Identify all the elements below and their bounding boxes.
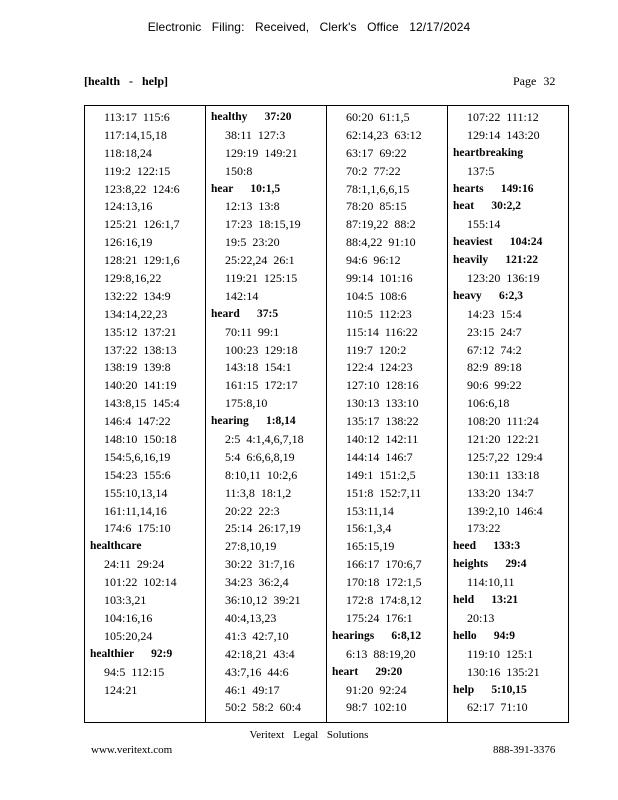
index-reference: 38:11 127:3 [225,127,286,142]
index-reference: 170:18 172:1,5 [346,575,422,590]
index-reference: 90:6 99:22 [467,378,522,393]
index-reference: 110:5 112:23 [346,306,412,321]
index-column-3 [327,106,448,722]
index-reference: 154:23 155:6 [104,467,171,482]
index-term: hearts 149:16 [453,182,534,195]
index-reference: 172:8 174:8,12 [346,593,422,608]
index-reference: 166:17 170:6,7 [346,557,422,572]
index-reference: 105:20,24 [104,628,153,643]
index-term: heavily 121:22 [453,254,538,267]
index-reference: 155:14 [467,217,501,232]
index-reference: 143:8,15 145:4 [104,396,180,411]
index-reference: 17:23 18:15,19 [225,217,301,232]
index-reference: 104:5 108:6 [346,288,407,303]
index-reference: 14:23 15:4 [467,306,522,321]
index-reference: 2:5 4:1,4,6,7,18 [225,432,304,447]
index-reference: 127:10 128:16 [346,378,419,393]
index-reference: 128:21 129:1,6 [104,253,180,268]
index-reference: 20:22 22:3 [225,503,280,518]
index-column-1 [85,106,206,722]
index-range: [health - help] [84,74,168,88]
index-reference: 155:10,13,14 [104,485,168,500]
index-reference: 121:20 122:21 [467,432,540,447]
index-reference: 123:8,22 124:6 [104,181,180,196]
index-term: heaviest 104:24 [453,236,543,249]
index-reference: 87:19,22 88:2 [346,217,416,232]
index-reference: 63:17 69:22 [346,145,407,160]
index-reference: 142:14 [225,288,259,303]
index-reference: 78:20 85:15 [346,199,407,214]
index-reference: 124:21 [104,682,138,697]
index-term: heart 29:20 [332,665,403,678]
index-reference: 23:15 24:7 [467,324,522,339]
index-term: heed 133:3 [453,540,521,553]
index-reference: 140:20 141:19 [104,378,177,393]
index-reference: 101:22 102:14 [104,575,177,590]
index-term: hearing 1:8,14 [211,415,296,428]
index-reference: 123:20 136:19 [467,271,540,286]
index-reference: 119:7 120:2 [346,342,407,357]
index-reference: 148:10 150:18 [104,432,177,447]
index-reference: 154:5,6,16,19 [104,449,171,464]
index-reference: 118:18,24 [104,145,152,160]
index-reference: 122:4 124:23 [346,360,413,375]
index-reference: 70:2 77:22 [346,163,401,178]
index-reference: 175:8,10 [225,396,268,411]
index-reference: 8:10,11 10:2,6 [225,467,298,482]
index-reference: 94:6 96:12 [346,253,401,268]
index-reference: 156:1,3,4 [346,521,392,536]
index-reference: 133:20 134:7 [467,485,534,500]
index-reference: 135:17 138:22 [346,414,419,429]
index-reference: 12:13 13:8 [225,199,280,214]
index-reference: 153:11,14 [346,503,394,518]
index-reference: 91:20 92:24 [346,682,407,697]
index-reference: 132:22 134:9 [104,288,171,303]
index-reference: 62:17 71:10 [467,700,528,715]
index-reference: 104:16,16 [104,610,153,625]
index-term: heartbreaking [453,146,524,159]
index-reference: 140:12 142:11 [346,432,419,447]
index-reference: 137:5 [467,163,495,178]
index-reference: 60:20 61:1,5 [346,110,410,124]
index-reference: 6:13 88:19,20 [346,646,416,661]
index-reference: 129:14 143:20 [467,127,540,142]
index-reference: 130:16 135:21 [467,664,540,679]
index-reference: 174:6 175:10 [104,521,171,536]
footer-company: Veritext Legal Solutions [249,729,369,741]
index-reference: 106:6,18 [467,396,510,411]
index-reference: 161:11,14,16 [104,503,167,518]
index-reference: 150:8 [225,163,253,178]
index-reference: 99:14 101:16 [346,271,413,286]
index-reference: 46:1 49:17 [225,682,280,697]
index-reference: 5:4 6:6,6,8,19 [225,449,295,464]
index-reference: 27:8,10,19 [225,539,277,554]
index-column-2 [206,106,327,722]
index-reference: 129:8,16,22 [104,271,162,286]
index-reference: 146:4 147:22 [104,414,171,429]
index-reference: 100:23 129:18 [225,342,298,357]
index-reference: 50:2 58:2 60:4 [225,700,302,715]
index-reference: 149:1 151:2,5 [346,467,416,482]
filing-stamp: Electronic Filing: Received, Clerk's Office 12/17/2024 [147,20,471,34]
index-reference: 41:3 42:7,10 [225,628,289,643]
index-reference: 117:14,15,18 [104,127,167,142]
index-reference: 40:4,13,23 [225,610,277,625]
index-reference: 25:22,24 26:1 [225,253,295,268]
index-reference: 137:22 138:13 [104,342,177,357]
index-reference: 82:9 89:18 [467,360,522,375]
index-reference: 134:14,22,23 [104,306,168,321]
index-column-4 [448,106,568,722]
index-reference: 62:14,23 63:12 [346,127,422,142]
index-reference: 42:18,21 43:4 [225,646,295,661]
index-term: hello 94:9 [453,629,515,642]
index-reference: 94:5 112:15 [104,664,165,679]
index-reference: 78:1,1,6,6,15 [346,181,410,196]
index-reference: 25:14 26:17,19 [225,521,301,536]
index-reference: 119:10 125:1 [467,646,534,661]
index-reference: 119:2 122:15 [104,163,171,178]
index-term: hear 10:1,5 [211,182,281,195]
index-reference: 125:21 126:1,7 [104,217,180,232]
footer-phone: 888-391-3376 [493,744,556,756]
index-term: hearings 6:8,12 [332,629,422,642]
index-reference: 138:19 139:8 [104,360,171,375]
index-reference: 124:13,16 [104,199,153,214]
index-reference: 88:4,22 91:10 [346,235,416,250]
index-reference: 165:15,19 [346,539,395,554]
index-reference: 144:14 146:7 [346,449,413,464]
index-reference: 130:13 133:10 [346,396,419,411]
index-reference: 115:14 116:22 [346,324,418,339]
index-term: heat 30:2,2 [453,200,522,213]
index-reference: 173:22 [467,521,501,536]
index-reference: 20:13 [467,610,495,625]
index-term: heights 29:4 [453,558,527,571]
page-number: Page 32 [513,74,556,88]
index-reference: 43:7,16 44:6 [225,664,289,679]
index-reference: 108:20 111:24 [467,414,539,429]
word-index-table [84,105,569,723]
index-reference: 11:3,8 18:1,2 [225,485,292,500]
index-reference: 67:12 74:2 [467,342,522,357]
index-reference: 36:10,12 39:21 [225,593,301,608]
index-term: healthy 37:20 [211,111,292,123]
index-reference: 126:16,19 [104,235,153,250]
index-reference: 143:18 154:1 [225,360,292,375]
index-reference: 151:8 152:7,11 [346,485,422,500]
index-term: heavy 6:2,3 [453,289,523,302]
index-reference: 119:21 125:15 [225,271,298,286]
index-reference: 30:22 31:7,16 [225,557,295,572]
index-term: healthier 92:9 [90,647,173,660]
index-reference: 129:19 149:21 [225,145,298,160]
index-term: heard 37:5 [211,307,279,320]
index-reference: 161:15 172:17 [225,378,298,393]
index-reference: 98:7 102:10 [346,700,407,715]
index-reference: 175:24 176:1 [346,610,413,625]
index-reference: 34:23 36:2,4 [225,575,289,590]
index-reference: 103:3,21 [104,593,147,608]
index-reference: 113:17 115:6 [104,110,170,124]
index-reference: 139:2,10 146:4 [467,503,543,518]
index-reference: 19:5 23:20 [225,235,280,250]
index-reference: 24:11 29:24 [104,557,165,572]
index-reference: 114:10,11 [467,575,515,590]
index-reference: 130:11 133:18 [467,467,540,482]
index-term: healthcare [90,540,142,553]
index-term: help 5:10,15 [453,683,527,696]
index-term: held 13:21 [453,594,519,607]
index-reference: 125:7,22 129:4 [467,449,543,464]
index-reference: 70:11 99:1 [225,324,280,339]
index-reference: 135:12 137:21 [104,324,177,339]
index-reference: 107:22 111:12 [467,110,539,124]
footer-website: www.veritext.com [91,744,173,756]
